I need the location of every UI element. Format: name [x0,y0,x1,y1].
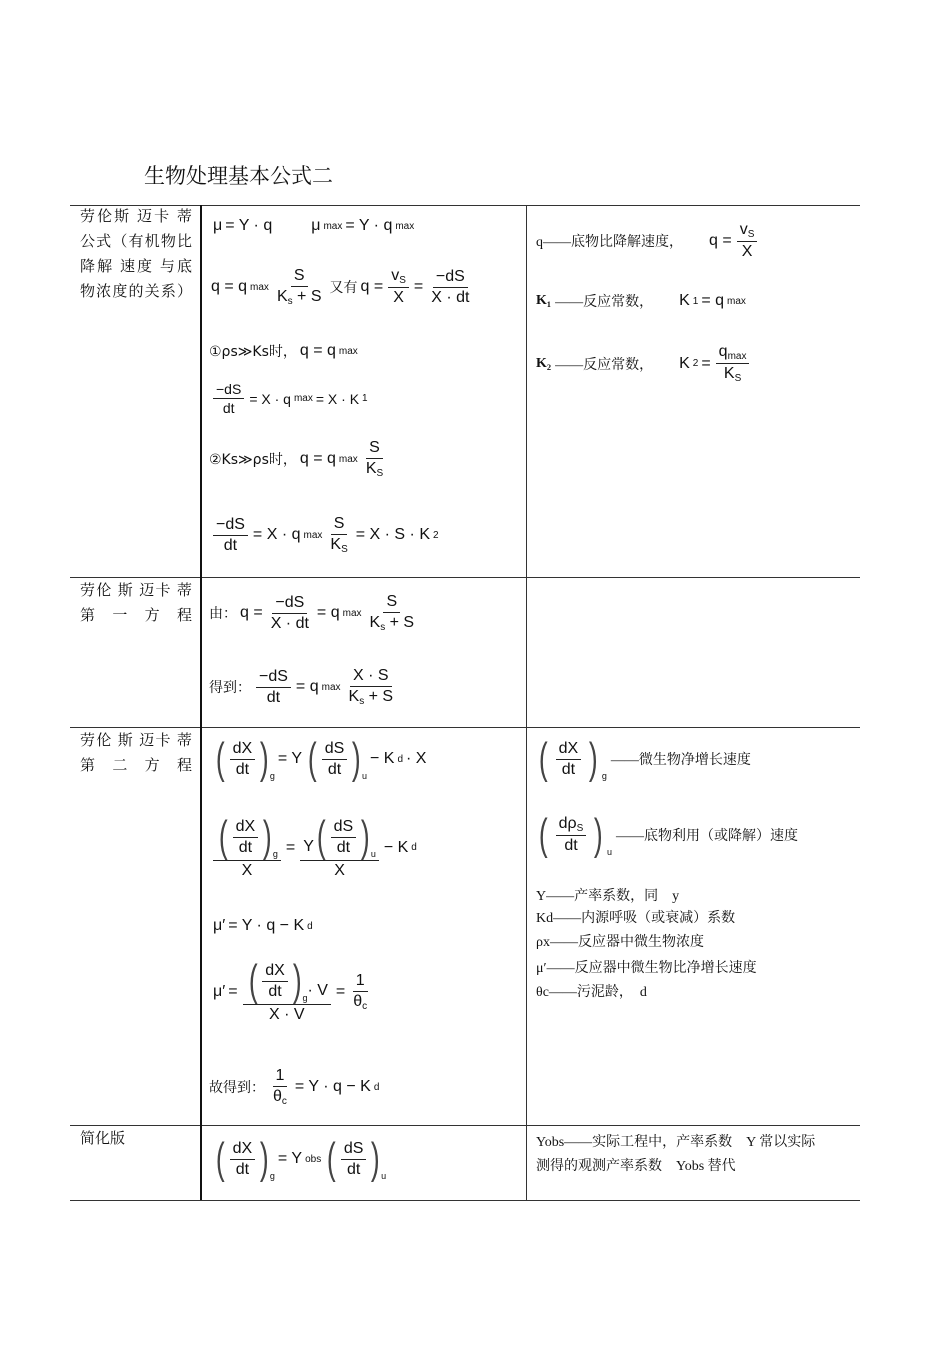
note-q: q——底物比降解速度， q = $\frac{v_S}{X}$ [536,221,759,261]
formula-mu-prime-theta: μ′ = ( $\frac{dX}{dt}$ ) g · V X · V = $\frac{1}{\theta_c}$ [213,956,368,1023]
note-theta: θc——污泥龄， d [536,985,647,1000]
note-y: Y——产率系数，同 y [536,889,680,904]
formula-q-monod: q = q max $\frac{S}{K_s + S}$ 又有 q = $\frac{v_S}{X}$ = $\frac{-dS}{X \cdot dt}$ [211,267,470,307]
formula-mu-prime: μ′ = Y · q − K d [213,917,313,934]
column-rule [526,205,527,1200]
mu-symbol: μ [213,217,223,234]
note-substrate-use: ( $\frac{d\rho_S}{dt}$ ) u ——底物利用（或降解）速度 [538,810,798,859]
row-label-second-eq: 劳伦 斯 迈卡 蒂第二方程 [80,733,192,774]
formula-mu: μ = Y · q μ max = Y · q max [213,217,415,234]
formula-theta-result: 故得到： $\frac{1}{\theta_c}$ = Y · q − K d [209,1067,380,1107]
formula-second-eq-specific: ( $\frac{dX}{dt}$ ) g X = Y ( $\frac{dS}{dt}$ ) u X − K d [211,815,417,880]
note-yobs-2: 测得的观测产率系数 Yobs 替代 [536,1159,736,1174]
formula-first-eq-result: 得到： $\frac{-dS}{dt}$ = q max $\frac{X \cdot S}{K_s + S}$ [209,667,394,707]
formula-case1: ①ρs≫Ks时， q = q max [209,342,358,360]
table-rule [70,727,860,728]
formula-simplified: ( $\frac{dX}{dt}$ ) g = Y obs ( $\frac{dS}{dt}$ ) u [215,1134,387,1183]
formula-first-eq: 由： q = $\frac{-dS}{X \cdot dt}$ = q max $\frac{S}{K_s + S}$ [209,593,415,633]
table-rule [70,577,860,578]
column-rule [200,205,202,1200]
formula-ds-k1: $\frac{-dS}{dt}$ = X · q max = X · K 1 [211,381,368,416]
note-net-growth: ( $\frac{dX}{dt}$ ) g ——微生物净增长速度 [538,734,751,783]
row-label-mm: 劳伦斯 迈卡 蒂公式（有机物比降解 速度 与底物浓度的关系） [80,209,192,300]
note-yobs-1: Yobs——实际工程中，产率系数 Y 常以实际 [536,1135,816,1150]
formula-second-eq: ( $\frac{dX}{dt}$ ) g = Y ( $\frac{dS}{dt}$ ) u − K d · X [215,734,427,783]
note-mu-prime: μ′——反应器中微生物比净增长速度 [536,961,757,976]
row-label-first-eq: 劳伦 斯 迈卡 蒂第一方程 [80,583,192,624]
note-k1: K₁ ——反应常数， K 1 = q max [536,292,746,310]
formula-ds-k2: $\frac{-dS}{dt}$ = X · q max $\frac{S}{K_S}$ = X · S · K 2 [211,515,439,555]
note-k2: K₂ ——反应常数， K 2 = $\frac{q_{max}}{K_S}$ [536,343,751,384]
row-label-simplified: 简化版 [80,1131,126,1147]
formula-case2: ②Ks≫ρs时， q = q max $\frac{S}{K_S}$ [209,439,384,479]
note-kd: Kd——内源呼吸（或衰减）系数 [536,911,736,926]
youyou-text: 又有 [329,280,358,296]
table-rule [70,1125,860,1126]
note-rhox: ρx——反应器中微生物浓度 [536,935,704,950]
table-rule [70,1200,860,1201]
page-title: 生物处理基本公式二 [144,164,333,188]
